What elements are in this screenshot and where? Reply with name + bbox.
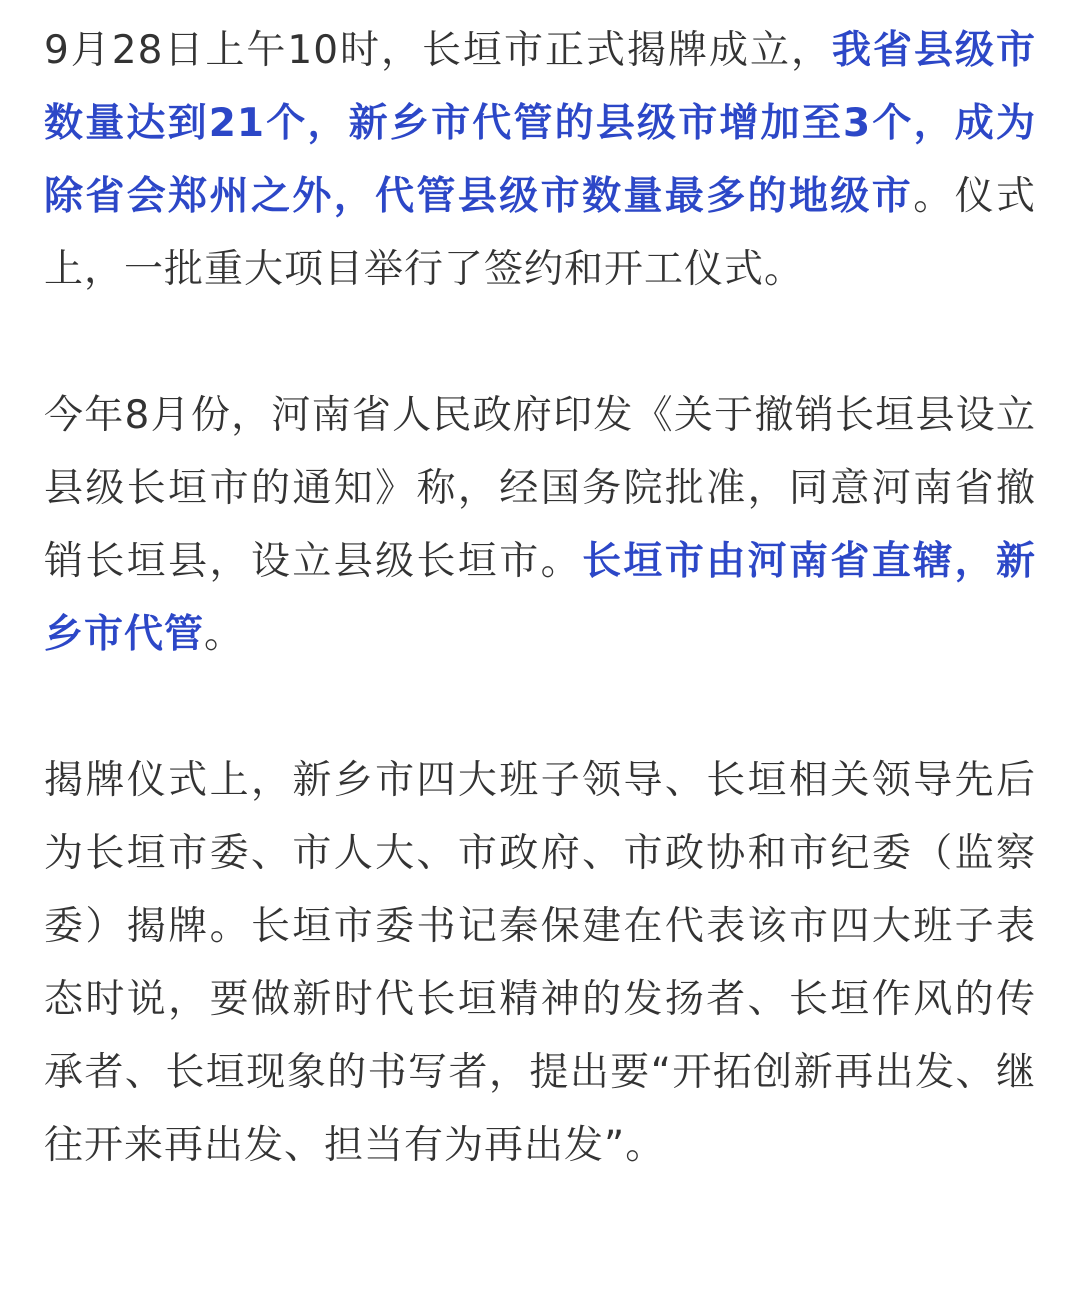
paragraph-establishment [44,14,1036,306]
paragraph-1-highlight: 我省县级市数量达到21个，新乡市代管的县级市增加至3个，成为除省会郑州之外，代管县级市数量最多的地级市 [44,28,1036,219]
paragraph-3-text: 揭牌仪式上，新乡市四大班子领导、长垣相关领导先后为长垣市委、市人大、市政府、市政协和市纪委（监察委）揭牌。长垣市委书记秦保建在代表该市四大班子表态时说，要做新时代长垣精神的发扬者、长垣作风的传承者、长垣现象的书写者，提出要“开拓创新再出发、继往开来再出发、担当有为再出发”。 [44,758,1036,1168]
paragraph-1-text-end: 。仪式上，一批重大项目举行了签约和开工仪式。 [44,174,1036,292]
paragraph-2-text: 今年8月份，河南省人民政府印发《关于撤销长垣县设立县级长垣市的通知》称，经国务院批准，同意河南省撤销长垣县，设立县级长垣市。 [44,393,1036,584]
paragraph-1-text: 9月28日上午10时，长垣市正式揭牌成立， [44,28,832,73]
paragraph-2-highlight: 长垣市由河南省直辖，新乡市代管 [44,539,1036,657]
paragraph-ceremony [44,744,1036,1182]
paragraph-2-text-end: 。 [204,612,245,657]
paragraph-approval [44,379,1036,671]
